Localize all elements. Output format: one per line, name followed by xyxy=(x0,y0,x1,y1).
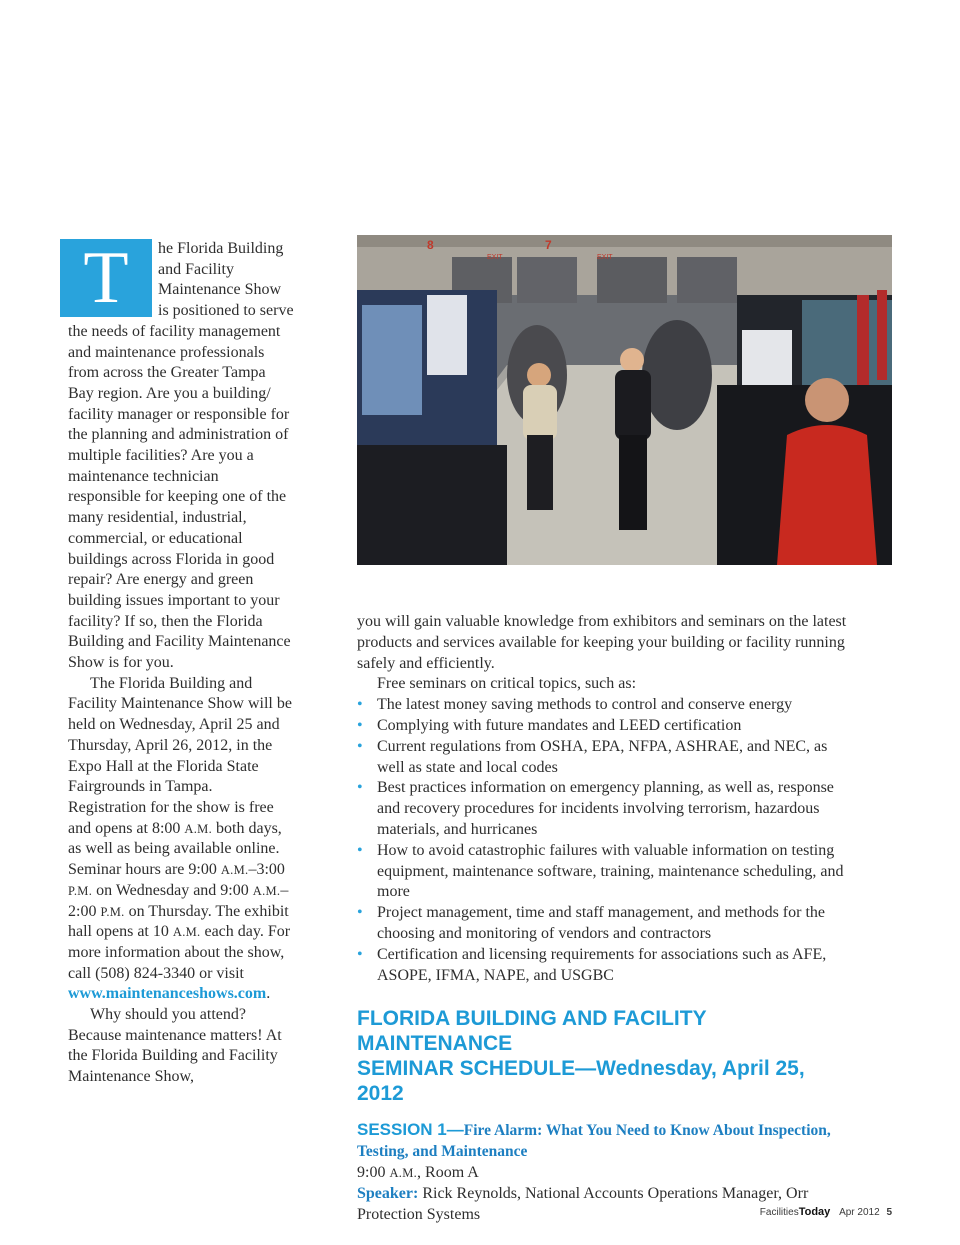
list-item: • Project management, time and staff management, and methods for the choosing and monitoring of vendors and contractors xyxy=(357,904,826,942)
bullet-icon: • xyxy=(357,904,363,922)
session-speaker: Speaker: Rick Reynolds, National Accounts Operations Manager, Orr Protection Systems xyxy=(357,1184,809,1223)
schedule-heading: FLORIDA BUILDING AND FACILITY MAINTENANCE SEMINAR SCHEDULE—Wednesday, April 25, 2012 xyxy=(357,1007,805,1106)
page-footer xyxy=(760,1206,892,1218)
svg-text:EXIT: EXIT xyxy=(487,254,503,261)
list-item: • Best practices information on emergency planning, as well as, response and recovery procedures for incidents involving terrorism, hazardous materials, and hurricanes xyxy=(357,779,834,838)
list-item: • How to avoid catastrophic failures with valuable information on testing equipment, maintenance software, training, maintenance scheduling, and more xyxy=(357,841,844,901)
seminars-intro: Free seminars on critical topics, such as: xyxy=(377,675,637,693)
publication-name: FacilitiesToday xyxy=(759,1206,831,1218)
list-item: • Certification and licensing requirements for associations such as AFE, ASOPE, IFMA, NAPE, and USGBC xyxy=(357,945,827,984)
issue-date: Apr 2012 xyxy=(839,1207,880,1218)
svg-text:EXIT: EXIT xyxy=(597,254,613,261)
bullet-icon: • xyxy=(357,945,363,963)
intro-paragraph: T he Florida Building and Facility Maintenance Show is positioned to serve the needs of facility management and maintenance professionals from across the Greater Tampa Bay region. Are you a building/ facility manager or responsible for the planning and administration of multiple facilities? Are you a maintenance technician responsible for keeping one of the many residential, industrial, commercial, or educational buildings across Florida in good repair? Are energy and green building issues important to your facility? If so, then the Florida Building and Facility Maintenance Show is for you. xyxy=(68,239,294,674)
bullet-icon: • xyxy=(357,716,363,734)
expo-hall-photo xyxy=(357,235,892,565)
website-link[interactable]: www.maintenanceshows.com xyxy=(68,985,267,1003)
list-item: • The latest money saving methods to control and conserve energy xyxy=(357,695,857,716)
drop-cap: T xyxy=(60,239,152,317)
right-column xyxy=(357,612,857,1225)
list-item: • Complying with future mandates and LEED certification xyxy=(357,716,857,737)
bullet-icon: • xyxy=(357,779,363,797)
bullet-icon: • xyxy=(357,696,363,714)
left-column xyxy=(68,239,294,1088)
why-attend-paragraph: Why should you attend? Because maintenance matters! At the Florida Building and Facility Maintenance Show, xyxy=(68,1006,282,1086)
page-number: 5 xyxy=(886,1207,892,1218)
svg-text:8: 8 xyxy=(427,238,434,252)
session-time: 9:00 A.M., Room A xyxy=(357,1163,479,1181)
bullet-icon: • xyxy=(357,737,363,755)
continuation-paragraph: you will gain valuable knowledge from exhibitors and seminars on the latest products and services available for keeping your building or facility running safely and efficiently. xyxy=(357,613,847,672)
seminar-topics-list xyxy=(357,695,857,986)
details-paragraph: The Florida Building and Facility Maintenance Show will be held on Wednesday, April 25 and Thursday, April 26, 2012, in the Expo Hall at the Florida State Fairgrounds in Tampa. Registration for the show is free and opens at 8:00 A.M. both days, as well as being available online. Seminar hours are 9:00 A.M.–3:00 P.M. on Wednesday and 9:00 A.M.–2:00 P.M. on Thursday. The exhibit hall opens at 10 A.M. each day. For more information about the show, call (508) 824-3340 or visit www.maintenanceshows.com. xyxy=(68,674,292,1003)
svg-text:7: 7 xyxy=(545,238,552,252)
list-item: • Current regulations from OSHA, EPA, NFPA, ASHRAE, and NEC, as well as state and local codes xyxy=(357,737,828,776)
bullet-icon: • xyxy=(357,841,363,859)
session-title: SESSION 1—Fire Alarm: What You Need to Know About Inspection, Testing, and Maintenance xyxy=(357,1120,831,1161)
